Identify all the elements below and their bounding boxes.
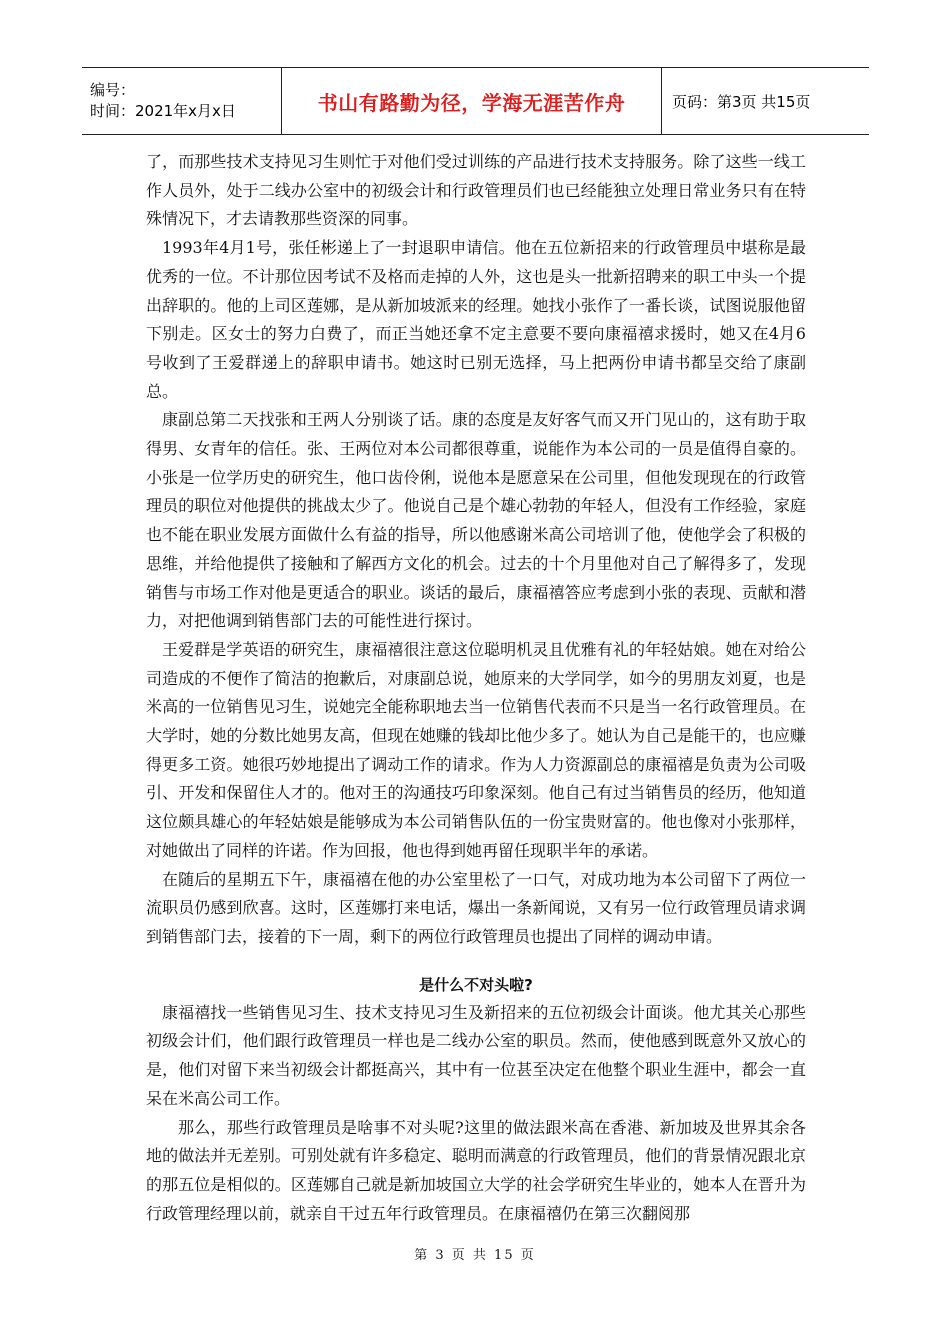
paragraph: 1993年4月1号，张任彬递上了一封退职申请信。他在五位新招来的行政管理员中堪称是最优秀的一位。不计那位因考试不及格而走掉的人外，这也是头一批新招聘来的职工中头一个提出辞职的。他的上司区莲娜，是从新加坡派来的经理。她找小张作了一番长谈，试图说服他留下别走。区女士的努力白费了，而正当她还拿不定主意要不要向康福禧求援时，她又在4月6号收到了王爱群递上的辞职申请书。她这时已别无选择，马上把两份申请书都呈交给了康副总。	[146, 238, 806, 401]
paragraph: 那么，那些行政管理员是啥事不对头呢?这里的做法跟米高在香港、新加坡及世界其余各地的做法并无差别。可别处就有许多稳定、聪明而满意的行政管理员，他们的背景情况跟北京的那五位是相似的。区莲娜自己就是新加坡国立大学的社会学研究生毕业的，她本人在晋升为行政管理经理以前，就亲自干过五年行政管理员。在康福禧仍在第三次翻阅那	[146, 1117, 806, 1223]
header-meta	[82, 68, 282, 134]
section-heading: 是什么不对头啦?	[419, 975, 533, 994]
header-motto: 书山有路勤为径，学海无涯苦作舟	[282, 68, 662, 134]
page-footer: 第 3 页 共 15 页	[414, 1248, 536, 1263]
page-header	[82, 67, 869, 135]
header-number-label: 编号：	[90, 81, 136, 99]
header-page-info: 页码：第3页 共15页	[672, 92, 811, 111]
paragraph: 王爱群是学英语的研究生，康福禧很注意这位聪明机灵且优雅有礼的年轻姑娘。她在对给公司造成的不便作了简洁的抱歉后，对康副总说，她原来的大学同学，如今的男朋友刘夏，也是米高的一位销售见习生，说她完全能称职地去当一位销售代表而不只是当一名行政管理员。在大学时，她的分数比她男友高，但现在她赚的钱却比他少多了。她认为自己是能干的，也应赚得更多工资。她很巧妙地提出了调动工作的请求。作为人力资源副总的康福禧是负责为公司吸引、开发和保留住人才的。他对王的沟通技巧印象深刻。他自己有过当销售员的经历，他知道这位颇具雄心的年轻姑娘是能够成为本公司销售队伍的一份宝贵财富的。他也像对小张那样，对她做出了同样的许诺。作为回报，他也得到她再留任现职半年的承诺。	[146, 639, 806, 860]
paragraph: 康福禧找一些销售见习生、技术支持见习生及新招来的五位初级会计面谈。他尤其关心那些初级会计们，他们跟行政管理员一样也是二线办公室的职员。然而，使他感到既意外又放心的是，他们对留下来当初级会计都挺高兴，其中有一位甚至决定在他整个职业生涯中，都会一直呆在米高公司工作。	[146, 1002, 806, 1108]
paragraph: 康副总第二天找张和王两人分别谈了话。康的态度是友好客气而又开门见山的，这有助于取得男、女青年的信任。张、王两位对本公司都很尊重，说能作为本公司的一员是值得自豪的。小张是一位学历史的研究生，他口齿伶俐，说他本是愿意呆在公司里，但他发现现在的行政管理员的职位对他提供的挑战太少了。他说自己是个雄心勃勃的年轻人，但没有工作经验，家庭也不能在职业发展方面做什么有益的指导，所以他感谢米高公司培训了他，使他学会了积极的思维，并给他提供了接触和了解西方文化的机会。过去的十个月里他对自己了解得多了，发现销售与市场工作对他是更适合的职业。谈话的最后，康福禧答应考虑到小张的表现、贡献和潜力，对把他调到销售部门去的可能性进行探讨。	[146, 410, 806, 631]
header-date-label: 时间：2021年x月x日	[90, 102, 236, 120]
document-body	[146, 148, 806, 1228]
paragraph: 在随后的星期五下午，康福禧在他的办公室里松了一口气，对成功地为本公司留下了两位一流职员仍感到欣喜。这时，区莲娜打来电话，爆出一条新闻说，又有另一位行政管理员请求调到销售部门去，接着的下一周，剩下的两位行政管理员也提出了同样的调动申请。	[146, 869, 806, 946]
paragraph: 了，而那些技术支持见习生则忙于对他们受过训练的产品进行技术支持服务。除了这些一线工作人员外，处于二线办公室中的初级会计和行政管理员们也已经能独立处理日常业务只有在特殊情况下，才去请教那些资深的同事。	[146, 152, 806, 229]
